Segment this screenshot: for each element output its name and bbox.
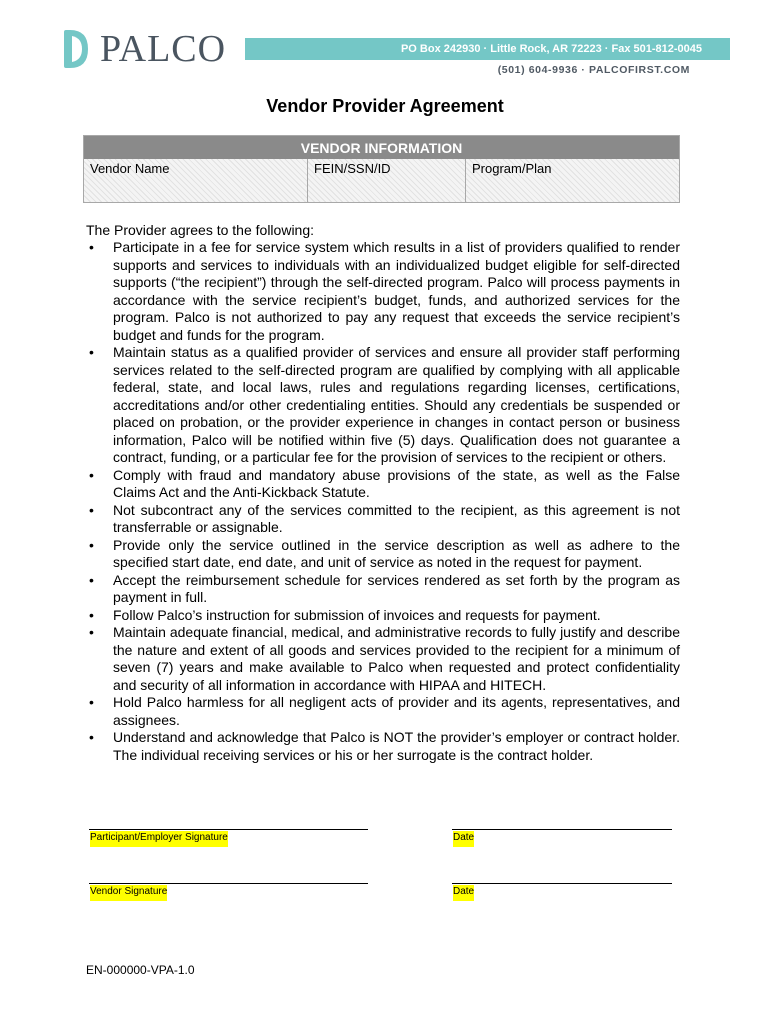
bullet-icon: • [89, 344, 94, 360]
fein-ssn-id-field[interactable]: FEIN/SSN/ID [308, 159, 466, 202]
list-item [86, 607, 680, 625]
term-text: Follow Palco’s instruction for submission of invoices and requests for payment. [113, 606, 601, 623]
bullet-icon: • [89, 536, 94, 553]
vendor-fields-row [84, 159, 679, 202]
list-item [86, 572, 680, 607]
participant-signature-line[interactable] [89, 829, 368, 830]
vendor-name-field[interactable]: Vendor Name [84, 159, 308, 202]
participant-date-label: Date [453, 831, 474, 847]
term-text: Not subcontract any of the services committed to the recipient, as this agreement is not transferrable or assignable. [113, 501, 680, 535]
program-plan-field[interactable]: Program/Plan [466, 159, 679, 202]
participant-date-line[interactable] [452, 829, 672, 830]
list-item [86, 694, 680, 729]
term-text: Hold Palco harmless for all negligent acts of provider and its agents, representatives, and assignees. [113, 694, 680, 728]
list-item [86, 467, 680, 502]
page-title: Vendor Provider Agreement [266, 96, 504, 116]
bullet-icon: • [89, 606, 94, 623]
terms-list [86, 239, 680, 764]
list-item [86, 502, 680, 537]
document-code: EN-000000-VPA-1.0 [86, 963, 195, 977]
list-item [86, 239, 680, 344]
logo-text: PALCO [100, 28, 227, 70]
term-text: Maintain adequate financial, medical, and administrative records to fully justify and describe the nature and extent of all goods and services provided to the recipient for a minimum of seven (7) years and make available to Palco when requested and protect confidentiality and security of all information in accordance with HIPAA and HITECH. [113, 624, 680, 693]
term-text: Accept the reimbursement schedule for services rendered as set forth by the program as payment in full. [113, 571, 680, 605]
vendor-information-heading: VENDOR INFORMATION [84, 136, 679, 159]
bullet-icon: • [89, 694, 94, 710]
bullet-icon: • [89, 624, 94, 640]
list-item [86, 729, 680, 764]
palco-logo-icon [60, 28, 96, 70]
bullet-icon: • [89, 501, 94, 518]
vendor-signature-line[interactable] [89, 883, 368, 884]
list-item [86, 624, 680, 694]
contact-line: (501) 604-9936 · PALCOFIRST.COM [497, 64, 690, 76]
terms-intro: The Provider agrees to the following: [86, 222, 315, 238]
palco-logo [60, 26, 260, 72]
bullet-icon: • [89, 466, 94, 483]
participant-signature-label: Participant/Employer Signature [90, 831, 228, 847]
bullet-icon: • [89, 571, 94, 588]
vendor-date-line[interactable] [452, 883, 672, 884]
bullet-icon: • [89, 729, 94, 745]
term-text: Participate in a fee for service system which results in a list of providers qualified to render supports and services to individuals with an individualized budget eligible for self-directed supports (“the recipient”) through the self-directed program. Palco will process payments in accordance with the service recipient’s budget, funds, and authorized services for the program. Palco is not authorized to pay any request that exceeds the service recipient’s budget and funds for the program. [113, 239, 680, 343]
term-text: Understand and acknowledge that Palco is NOT the provider’s employer or contract holder. The individual receiving services or his or her surrogate is the contract holder. [113, 729, 680, 763]
bullet-icon: • [89, 239, 94, 255]
vendor-date-label: Date [453, 885, 474, 901]
term-text: Maintain status as a qualified provider of services and ensure all provider staff performing services related to the self-directed program are qualified by complying with all applicable federal, state, and local laws, rules and regulations regarding licenses, certifications, accreditations and/or other credentialing entities. Should any credentials be suspended or placed on probation, or the provider experience in changes in contact person or business information, Palco will be notified within five (5) days. Qualification does not guarantee a contract, funding, or a particular fee for the provision of services to the recipient or others. [113, 344, 680, 465]
letterhead [0, 0, 770, 90]
list-item [86, 537, 680, 572]
list-item [86, 344, 680, 467]
vendor-information-table [83, 135, 680, 203]
term-text: Comply with fraud and mandatory abuse provisions of the state, as well as the False Claims Act and the Anti-Kickback Statute. [113, 466, 680, 500]
vendor-signature-label: Vendor Signature [90, 885, 167, 901]
address-band: PO Box 242930 · Little Rock, AR 72223 · Fax 501-812-0045 [245, 38, 730, 60]
term-text: Provide only the service outlined in the service description as well as adhere to the specified start date, end date, and unit of service as noted in the request for payment. [113, 536, 680, 570]
